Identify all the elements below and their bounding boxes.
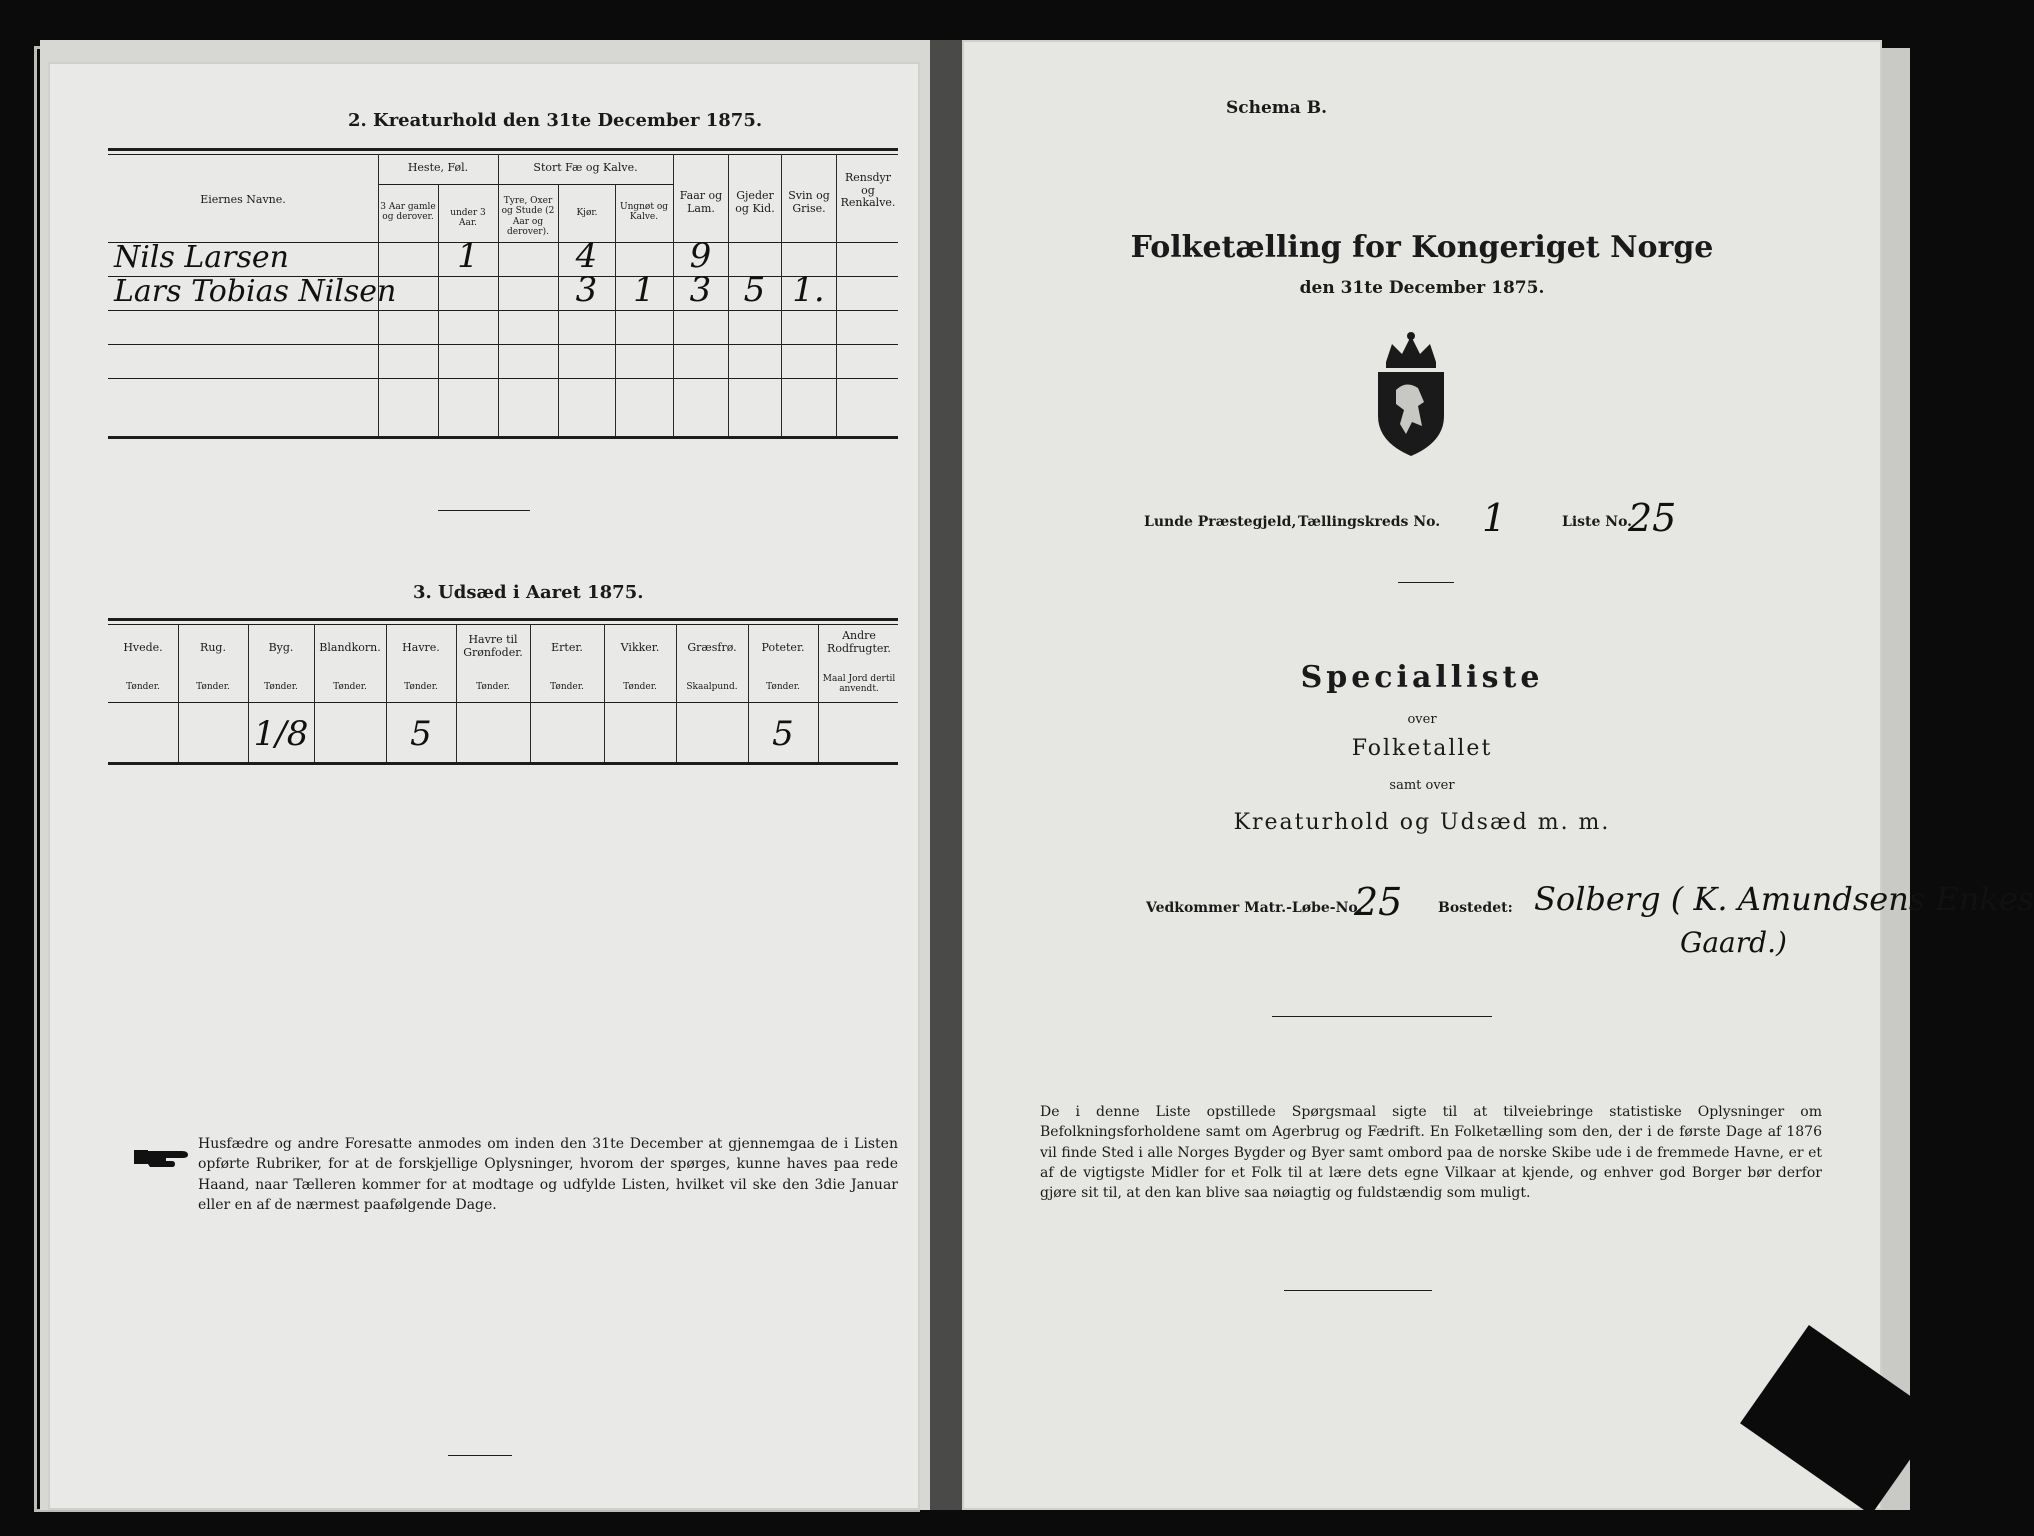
section3-title: 3. Udsæd i Aaret 1875. bbox=[413, 582, 644, 603]
over-label-1: over bbox=[1407, 712, 1437, 727]
col-header-cows: Kjør. bbox=[576, 208, 598, 218]
crop-unit-rodfrugter: Maal Jord dertil anvendt. bbox=[822, 674, 896, 695]
table2-top-rule bbox=[108, 148, 898, 151]
crop-header-erter: Erter. bbox=[551, 641, 583, 654]
col-header-calves: Ungnøt og Kalve. bbox=[619, 202, 668, 223]
row2-goats: 5 bbox=[743, 270, 766, 310]
census-date: den 31te December 1875. bbox=[1299, 278, 1545, 298]
separator-line bbox=[438, 510, 530, 511]
table3-bottom-rule bbox=[108, 762, 898, 765]
crop-header-vikker: Vikker. bbox=[620, 641, 660, 654]
crop-unit-erter: Tønder. bbox=[550, 682, 584, 692]
krets-value: 1 bbox=[1482, 496, 1507, 540]
table2-bottom-rule bbox=[108, 436, 898, 439]
col-header-horses-old: 3 Aar gamle og derover. bbox=[380, 202, 436, 223]
crop-header-graesfro: Græsfrø. bbox=[687, 641, 737, 654]
crop-unit-blandkorn: Tønder. bbox=[333, 682, 367, 692]
col-header-goats: Gjeder og Kid. bbox=[735, 189, 775, 215]
crop-unit-havre: Tønder. bbox=[404, 682, 438, 692]
footer-rule bbox=[448, 1455, 512, 1456]
crop-unit-poteter: Tønder. bbox=[766, 682, 800, 692]
matr-label: Vedkommer Matr.-Løbe-No. bbox=[1146, 900, 1363, 916]
row2-sheep: 3 bbox=[689, 270, 712, 310]
liste-label: Liste No. bbox=[1562, 514, 1633, 530]
crop-unit-vikker: Tønder. bbox=[623, 682, 657, 692]
row1-sheep: 9 bbox=[689, 236, 712, 276]
crop-unit-havre-gronfoder: Tønder. bbox=[476, 682, 510, 692]
prestegjeld-label: Lunde Præstegjeld, bbox=[1144, 514, 1297, 530]
samt-over-label: samt over bbox=[1389, 778, 1455, 793]
right-page bbox=[962, 40, 2034, 1510]
crop-header-byg: Byg. bbox=[268, 641, 294, 654]
col-header-sheep: Faar og Lam. bbox=[679, 189, 723, 215]
crop-unit-rug: Tønder. bbox=[196, 682, 230, 692]
specialliste-title: Specialliste bbox=[1300, 660, 1544, 695]
col-header-reindeer: Rensdyr og Renkalve. bbox=[840, 171, 896, 210]
row2-calves: 1 bbox=[633, 270, 655, 310]
crop-unit-hvede: Tønder. bbox=[126, 682, 160, 692]
right-page-edge bbox=[1882, 48, 1910, 1510]
row2-cows: 3 bbox=[575, 270, 598, 310]
crop-header-poteter: Poteter. bbox=[761, 641, 805, 654]
left-page bbox=[48, 62, 920, 1510]
section2-title: 2. Kreaturhold den 31te December 1875. bbox=[348, 110, 763, 131]
pointing-hand-icon bbox=[132, 1142, 192, 1172]
intro-text: De i denne Liste opstillede Spørgsmaal sigte til at tilveiebringe statistiske Oplysninger om Befolkningsforholdene samt om Agerbrug og Fædrift. En Folketælling som den, der i de første Dage af 1876 vil finde Sted i alle Norges Bygder og Byer samt ombord paa de norske Skibe ude i de fremmede Havne, er et af de vigtigste Midler for et Folk til at lære dets egne Vilkaar at kjende, og enhver god Borger bør derfor gjøre sit til, at den kan blive saa nøiagtig og fuldstændig som muligt. bbox=[1040, 1104, 1822, 1202]
liste-value: 25 bbox=[1628, 496, 1677, 540]
crop-header-rug: Rug. bbox=[200, 641, 226, 654]
owner-name-row2: Lars Tobias Nilsen bbox=[114, 274, 397, 309]
col-header-bulls: Tyre, Oxer og Stude (2 Aar og derover). bbox=[501, 196, 555, 238]
crop-value-poteter: 5 bbox=[772, 714, 794, 754]
row1-cows: 4 bbox=[575, 236, 598, 276]
crop-value-byg: 1/8 bbox=[253, 714, 309, 754]
schema-label: Schema B. bbox=[1226, 98, 1328, 118]
col-header-horses-young: under 3 Aar. bbox=[450, 208, 486, 229]
col-header-pigs: Svin og Grise. bbox=[788, 189, 830, 215]
horses-group-header: Heste, Føl. bbox=[407, 161, 469, 174]
coat-of-arms-icon bbox=[1366, 330, 1456, 460]
matr-value: 25 bbox=[1354, 880, 1403, 924]
notice-text: Husfædre og andre Foresatte anmodes om inden den 31te December at gjennemgaa de i Listen opførte Rubriker, for at de forskjellige Oplysninger, hvorom der spørges, kunne haves paa rede Haand, naar Tælleren kommer for at modtage og udfylde Listen, hvilket vil ske den 3die Januar eller en af de nærmest paafølgende Dage. bbox=[198, 1136, 898, 1213]
crop-unit-byg: Tønder. bbox=[264, 682, 298, 692]
crop-unit-graesfro: Skaalpund. bbox=[686, 682, 738, 692]
crop-header-havre: Havre. bbox=[402, 641, 440, 654]
row2-pigs: 1. bbox=[792, 270, 825, 310]
main-title: Folketælling for Kongeriget Norge bbox=[1130, 230, 1714, 265]
bostedet-label: Bostedet: bbox=[1438, 900, 1513, 916]
krets-label: Tællingskreds No. bbox=[1298, 514, 1441, 530]
crop-header-rodfrugter: Andre Rodfrugter. bbox=[827, 629, 891, 655]
cattle-group-header: Stort Fæ og Kalve. bbox=[533, 161, 638, 174]
row1-horses-young: 1 bbox=[457, 236, 479, 276]
table3-top-rule bbox=[108, 618, 898, 621]
owner-header: Eiernes Navne. bbox=[200, 193, 286, 206]
crop-header-hvede: Hvede. bbox=[123, 641, 163, 654]
crop-value-havre: 5 bbox=[410, 714, 432, 754]
crop-header-blandkorn: Blandkorn. bbox=[319, 641, 381, 654]
owner-name-row1: Nils Larsen bbox=[114, 240, 289, 275]
bostedet-value: Solberg ( K. Amundsens Enkes bbox=[1534, 880, 2034, 918]
kreaturhold-label: Kreaturhold og Udsæd m. m. bbox=[1233, 810, 1611, 835]
folketallet-label: Folketallet bbox=[1351, 736, 1493, 761]
crop-header-havre-gronfoder: Havre til Grønfoder. bbox=[463, 633, 523, 659]
bostedet-value-cont: Gaard.) bbox=[1680, 926, 1787, 959]
